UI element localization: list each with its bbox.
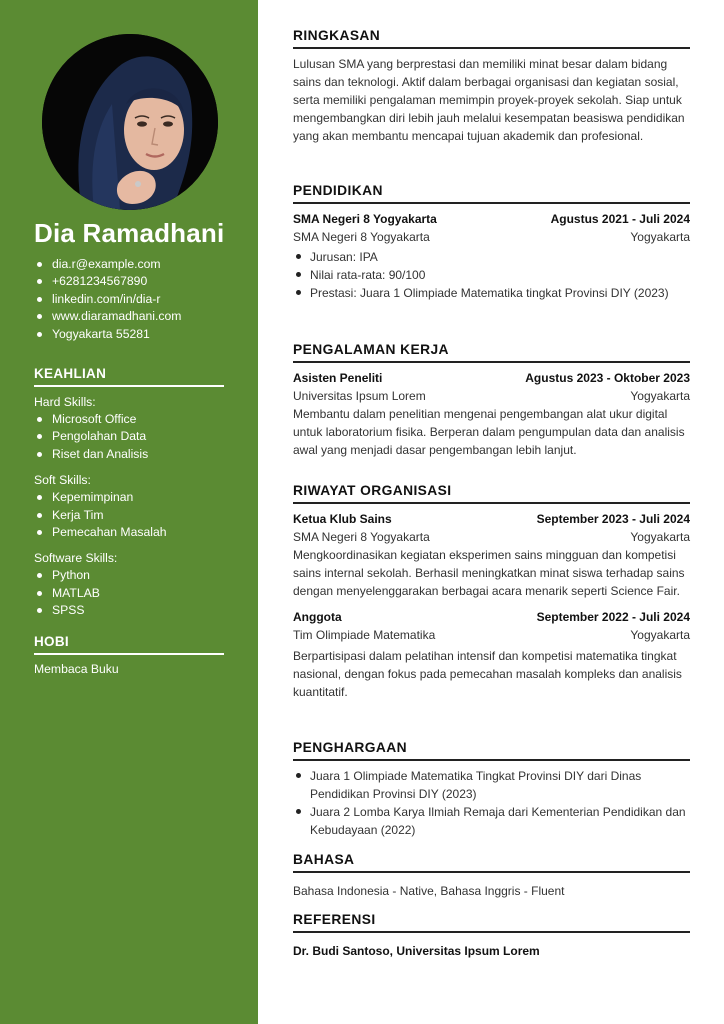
language-section [293, 852, 690, 900]
skill-item: Pemecahan Masalah [34, 524, 224, 541]
skills-heading: KEAHLIAN [34, 366, 224, 387]
org-name: Tim Olimpiade Matematika [293, 628, 436, 642]
list-item: Nilai rata-rata: 90/100 [293, 266, 690, 284]
org-sub-row [293, 626, 690, 644]
list-item: Juara 2 Lomba Karya Ilmiah Remaja dari Kementerian Pendidikan dan Kebudayaan (2022) [293, 803, 690, 839]
skills-block [34, 394, 224, 629]
org-role: Ketua Klub Sains [293, 512, 392, 526]
language-heading: BAHASA [293, 852, 690, 873]
soft-skills-list [34, 489, 224, 541]
address-text: Yogyakarta 55281 [34, 326, 181, 343]
sidebar [0, 0, 258, 1024]
awards-heading: PENGHARGAAN [293, 740, 690, 761]
website-link[interactable]: www.diaramadhani.com [34, 308, 181, 325]
linkedin-link[interactable]: linkedin.com/in/dia-r [34, 291, 181, 308]
education-heading: PENDIDIKAN [293, 183, 690, 204]
hard-skills-list [34, 411, 224, 463]
work-city: Yogyakarta [630, 389, 690, 403]
software-skills-title: Software Skills: [34, 551, 118, 566]
hobby-heading: HOBI [34, 634, 224, 655]
email-link[interactable]: dia.r@example.com [34, 256, 181, 273]
org-role: Anggota [293, 610, 342, 624]
education-period: Agustus 2021 - Juli 2024 [550, 212, 690, 226]
skill-item: MATLAB [34, 585, 224, 602]
reference-section [293, 912, 690, 960]
school-name: SMA Negeri 8 Yogyakarta [293, 212, 437, 226]
work-section [293, 342, 690, 459]
awards-section [293, 740, 690, 839]
org-city: Yogyakarta [630, 628, 690, 642]
institution-name: SMA Negeri 8 Yogyakarta [293, 230, 430, 244]
org-header-row [293, 510, 690, 528]
work-period: Agustus 2023 - Oktober 2023 [525, 371, 690, 385]
phone-number[interactable]: +6281234567890 [34, 273, 181, 290]
skill-item: Kepemimpinan [34, 489, 224, 506]
org-name: SMA Negeri 8 Yogyakarta [293, 530, 430, 544]
work-role: Asisten Peneliti [293, 371, 383, 385]
list-item: Jurusan: IPA [293, 248, 690, 266]
person-name: Dia Ramadhani [34, 218, 225, 248]
software-skills-list [34, 567, 224, 619]
skill-item: Riset dan Analisis [34, 446, 224, 463]
org-city: Yogyakarta [630, 530, 690, 544]
portrait-photo-icon [42, 34, 218, 210]
org-sub-row [293, 528, 690, 546]
work-org: Universitas Ipsum Lorem [293, 389, 426, 403]
work-sub-row [293, 387, 690, 405]
awards-list [293, 767, 690, 839]
list-item: Prestasi: Juara 1 Olimpiade Matematika tingkat Provinsi DIY (2023) [293, 284, 690, 302]
soft-skills-title: Soft Skills: [34, 473, 91, 488]
education-section [293, 183, 690, 302]
skill-item: Python [34, 567, 224, 584]
reference-heading: REFERENSI [293, 912, 690, 933]
education-header-row [293, 210, 690, 228]
work-header-row [293, 369, 690, 387]
work-desc: Membantu dalam penelitian mengenai pengembangan alat ukur digital untuk laboratorium fisika. Berperan dalam pengumpulan data dan analisis awal yang menjadi dasar pengembangan lebih lanjut. [293, 407, 685, 457]
education-points [293, 248, 690, 302]
hard-skills-title: Hard Skills: [34, 395, 96, 409]
skill-item: SPSS [34, 602, 224, 619]
skill-item: Microsoft Office [34, 411, 224, 428]
org-period: September 2023 - Juli 2024 [536, 512, 690, 526]
org-desc: Mengkoordinasikan kegiatan eksperimen sains mingguan dan kompetisi sains internal sekolah. Berhasil meningkatkan minat siswa terhadap sains dengan menyelenggarakan berbagai acara menarik seperti Science Fair. [293, 548, 685, 598]
org-period: September 2022 - Juli 2024 [536, 610, 690, 624]
skill-item: Pengolahan Data [34, 428, 224, 445]
summary-section [293, 28, 690, 145]
contact-list [34, 256, 181, 343]
organization-heading: RIWAYAT ORGANISASI [293, 483, 690, 504]
education-sub-row [293, 228, 690, 246]
organization-section [293, 483, 690, 701]
list-item: Juara 1 Olimpiade Matematika Tingkat Provinsi DIY dari Dinas Pendidikan Provinsi DIY (2023) [293, 767, 690, 803]
reference-text: Dr. Budi Santoso, Universitas Ipsum Lorem [293, 944, 540, 958]
skill-item: Kerja Tim [34, 507, 224, 524]
summary-heading: RINGKASAN [293, 28, 690, 49]
work-heading: PENGALAMAN KERJA [293, 342, 690, 363]
hobby-text: Membaca Buku [34, 662, 119, 676]
avatar [42, 34, 218, 210]
org-header-row [293, 608, 690, 626]
summary-text: Lulusan SMA yang berprestasi dan memiliki minat besar dalam bidang sains dan teknologi. Aktif dalam berbagai organisasi dan kegiatan sosial, serta memiliki pengalaman memimpin proyek-proyek sekolah. Siap untuk mengembangkan diri lebih jauh melalui kesempatan beasiswa pendidikan yang akan membantu mencapai tujuan akademik dan profesional. [293, 57, 685, 143]
education-city: Yogyakarta [630, 230, 690, 244]
language-text: Bahasa Indonesia - Native, Bahasa Inggris - Fluent [293, 884, 565, 898]
org-desc: Berpartisipasi dalam pelatihan intensif dan kompetisi matematika tingkat nasional, dengan fokus pada pemecahan masalah kompleks dan analisis kuantitatif. [293, 649, 682, 699]
